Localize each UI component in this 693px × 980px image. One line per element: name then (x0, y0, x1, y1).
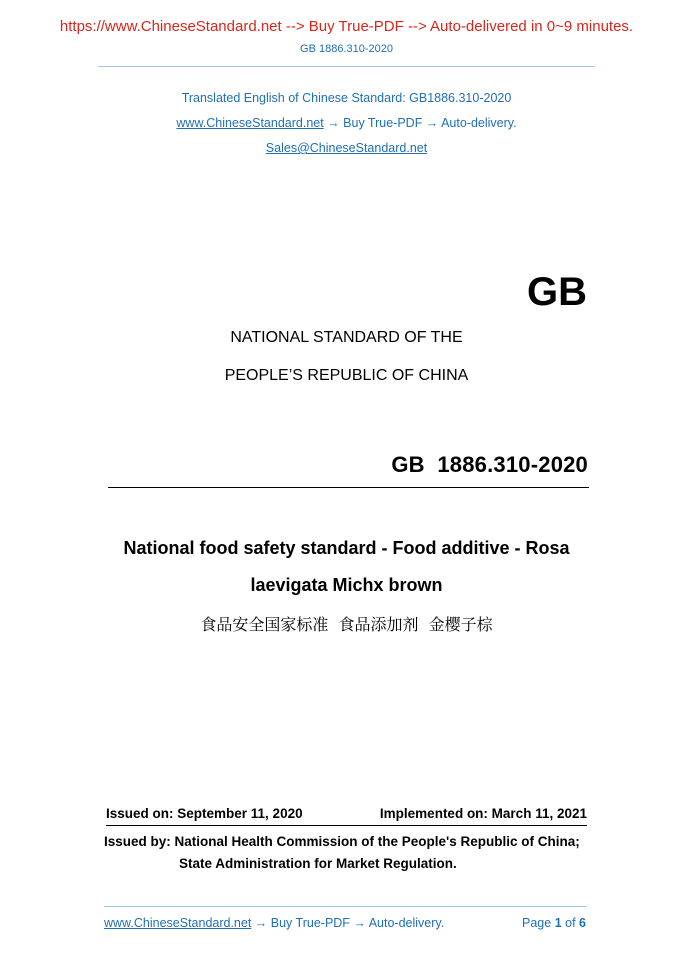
footer-divider (104, 906, 587, 907)
standard-number-rule (108, 487, 589, 488)
standard-number: GB 1886.310-2020 (391, 452, 588, 477)
header-standard-code: GB 1886.310-2020 (300, 43, 393, 55)
page-label: Page (522, 916, 552, 930)
header-divider (98, 66, 595, 67)
purchase-text: → Buy True-PDF → Auto-delivery. (323, 116, 517, 130)
document-title-line2: laevigata Michx brown (250, 575, 443, 595)
issue-rule (106, 825, 587, 826)
footer-site-link[interactable]: www.ChineseStandard.net (104, 916, 252, 930)
email-link[interactable]: Sales@ChineseStandard.net (265, 141, 428, 155)
top-banner[interactable]: https://www.ChineseStandard.net --> Buy True-PDF --> Auto-delivered in 0~9 minutes. (59, 18, 634, 35)
implemented-on-date: Implemented on: March 11, 2021 (379, 806, 587, 821)
issued-by-line2: State Administration for Market Regulation. (179, 856, 457, 871)
national-standard-line1: NATIONAL STANDARD OF THE (230, 329, 463, 346)
issued-by-line1: Issued by: National Health Commission of the People's Republic of China; (104, 834, 580, 849)
email-line (0, 141, 693, 155)
document-title-line1: National food safety standard - Food additive - Rosa (123, 538, 570, 558)
page-of-label: of (565, 916, 576, 930)
chinese-title: 食品安全国家标准 食品添加剂 金樱子棕 (200, 615, 493, 634)
translation-note: Translated English of Chinese Standard: GB1886.310-2020 (181, 91, 512, 105)
issued-on-date: Issued on: September 11, 2020 (106, 806, 303, 821)
page-current: 1 (554, 916, 562, 930)
footer-purchase-line (104, 916, 444, 930)
translation-purchase-line (0, 116, 693, 130)
gb-logo: GB (527, 270, 587, 314)
footer-purchase-text: → Buy True-PDF → Auto-delivery. (251, 916, 445, 930)
site-link[interactable]: www.ChineseStandard.net (176, 116, 324, 130)
page-total: 6 (579, 916, 586, 930)
page-indicator (522, 916, 586, 930)
national-standard-line2: PEOPLE’S REPUBLIC OF CHINA (224, 367, 469, 384)
